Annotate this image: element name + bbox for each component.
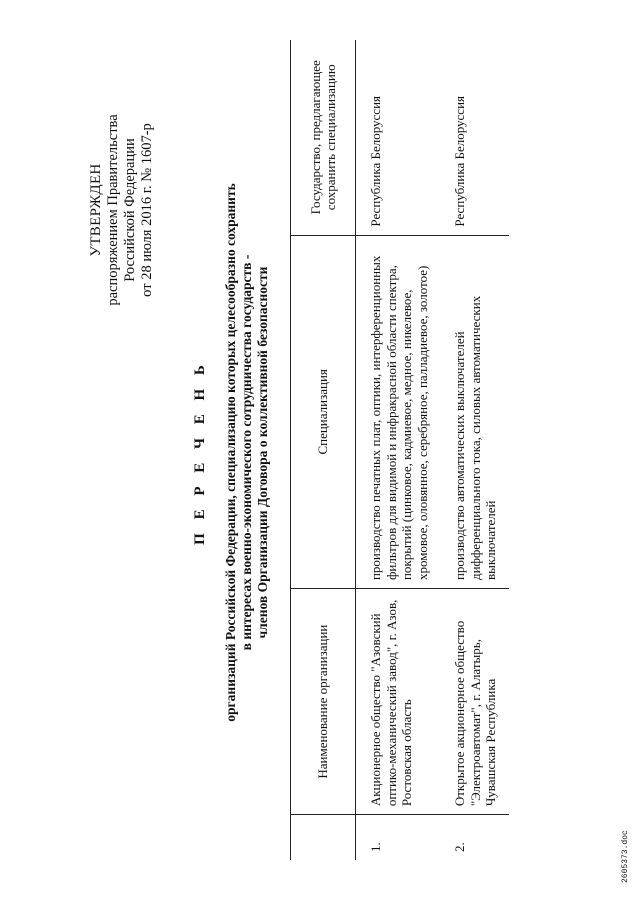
subtitle-line: организаций Российской Федерации, специализацию которых целесообразно сохранить [223,183,238,722]
row-specialization: производство печатных плат, оптики, интерференционных фильтров для видимой и инфракрасной области спектра, покрытий (цинковое, кадмиевое, медное, никелевое, хромовое, оловянное, серебряное, палладиевое, золотое) [356,235,441,588]
header-specialization: Специализация [291,235,356,588]
approval-heading: УТВЕРЖДЕН [88,163,104,257]
document-subtitle [223,140,271,765]
row-number: 2. [452,842,467,852]
file-code-footer: 2605373.doc [621,830,630,883]
row-organization: Открытое акционерное общество "Электроавтомат", г. Алатырь, Чувашская Республика [440,589,509,815]
organizations-table [290,40,509,860]
approval-date-line: от 28 июля 2016 г. № 1607-р [139,123,155,297]
document-title: П Е Р Е Ч Е Н Ь [192,360,208,545]
row-state: Республика Белоруссия [356,40,441,235]
subtitle-line: в интересах военно-экономического сотрудничества государств - [239,254,254,651]
approval-line: распоряжением Правительства [105,114,121,306]
row-number: 1. [368,842,383,852]
table-row [356,40,441,860]
approval-stamp [88,60,156,360]
approval-line: Российской Федерации [122,138,138,282]
row-specialization: производство автоматических выключателей дифференциального тока, силовых автоматических выключателей [440,235,509,588]
row-state: Республика Белоруссия [440,40,509,235]
table-row [440,40,509,860]
row-organization: Акционерное общество "Азовский оптико-механический завод", г. Азов, Ростовская область [356,589,441,815]
header-organization: Наименование организации [291,589,356,815]
table-header-row [291,40,356,860]
header-number [291,815,356,860]
header-state: Государство, предлагающее сохранить специализацию [291,40,356,235]
subtitle-line: членов Организации Договора о коллективной безопасности [255,266,270,639]
